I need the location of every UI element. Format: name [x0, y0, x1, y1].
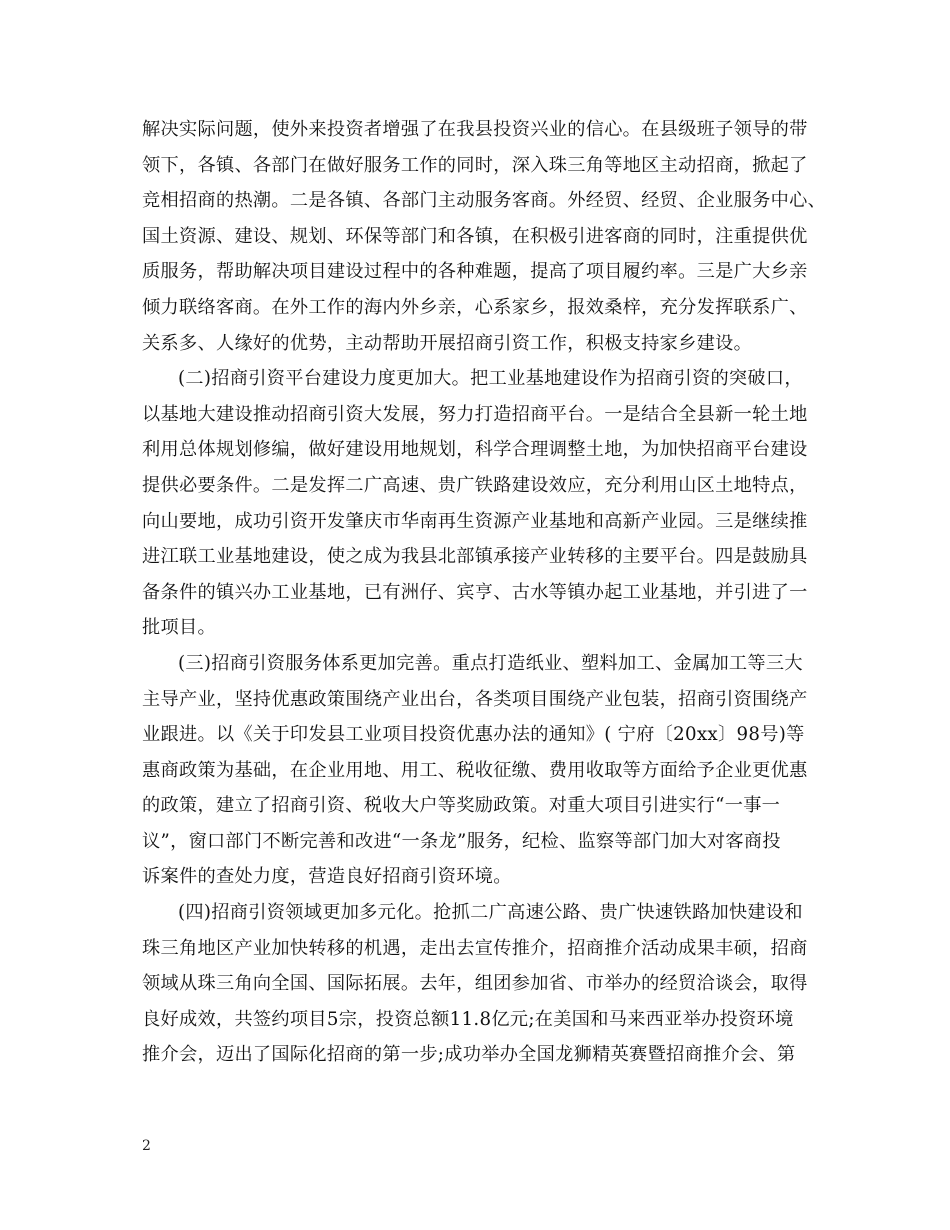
paragraph-platform [142, 361, 814, 646]
text-line: 主导产业，坚持优惠政策围绕产业出台，各类项目围绕产业包装，招商引资围绕产 [142, 688, 808, 710]
text-line: 议”，窗口部门不断完善和改进“一条龙”服务，纪检、监察等部门加大对客商投 [142, 830, 781, 852]
text-line: (四)招商引资领域更加多元化。抢抓二广高速公路、贵广快速铁路加快建设和 [178, 902, 803, 924]
text-line: 质服务，帮助解决项目建设过程中的各种难题，提高了项目履约率。三是广大乡亲 [142, 261, 808, 283]
text-line: 解决实际问题，使外来投资者增强了在我县投资兴业的信心。在县级班子领导的带 [142, 119, 808, 140]
text-line: 提供必要条件。二是发挥二广高速、贵广铁路建设效应，充分利用山区土地特点， [142, 474, 808, 496]
text-line: 向山要地，成功引资开发肇庆市华南再生资源产业基地和高新产业园。三是继续推 [142, 510, 808, 532]
text-line: 的政策，建立了招商引资、税收大户等奖励政策。对重大项目引进实行“一事一 [142, 795, 781, 817]
text-line: 诉案件的查处力度，营造良好招商引资环境。 [142, 866, 512, 888]
paragraph-service-system [142, 646, 814, 895]
text-line: 领域从珠三角向全国、国际拓展。去年，组团参加省、市举办的经贸洽谈会，取得 [142, 973, 808, 995]
text-line: 倾力联络客商。在外工作的海内外乡亲，心系家乡，报效桑梓，充分发挥联系广、 [142, 296, 808, 318]
text-line: 领下，各镇、各部门在做好服务工作的同时，深入珠三角等地区主动招商，掀起了 [142, 154, 808, 176]
paragraph-diversification [142, 895, 814, 1073]
document-page [142, 112, 827, 1073]
text-line: 关系多、人缘好的优势，主动帮助开展招商引资工作，积极支持家乡建设。 [142, 332, 753, 354]
text-line: 业跟进。以《关于印发县工业项目投资优惠办法的通知》( 宁府〔20xx〕98号)等 [142, 724, 805, 746]
text-line: 推介会，迈出了国际化招商的第一步;成功举办全国龙狮精英赛暨招商推介会、第 [142, 1044, 796, 1066]
text-line: 良好成效，共签约项目5宗，投资总额11.8亿元;在美国和马来西亚举办投资环境 [142, 1008, 794, 1030]
text-line: 备条件的镇兴办工业基地，已有洲仔、宾亨、古水等镇办起工业基地，并引进了一 [142, 581, 808, 603]
text-line: 惠商政策为基础，在企业用地、用工、税收征缴、费用收取等方面给予企业更优惠 [142, 759, 808, 781]
text-line: 珠三角地区产业加快转移的机遇，走出去宣传推介，招商推介活动成果丰硕，招商 [142, 937, 808, 959]
text-line: 进江联工业基地建设，使之成为我县北部镇承接产业转移的主要平台。四是鼓励具 [142, 546, 808, 568]
text-line: 国土资源、建设、规划、环保等部门和各镇，在积极引进客商的同时，注重提供优 [142, 225, 808, 247]
text-line: (二)招商引资平台建设力度更加大。把工业基地建设作为招商引资的突破口， [178, 368, 803, 390]
paragraph-continuation [142, 112, 827, 361]
text-line: 批项目。 [142, 617, 216, 639]
page-number: 2 [142, 1138, 151, 1154]
text-line: 以基地大建设推动招商引资大发展，努力打造招商平台。一是结合全县新一轮土地 [142, 403, 808, 425]
text-line: 竞相招商的热潮。二是各镇、各部门主动服务客商。外经贸、经贸、企业服务中心、 [142, 190, 827, 212]
text-line: 利用总体规划修编，做好建设用地规划，科学合理调整土地，为加快招商平台建设 [142, 439, 808, 461]
text-line: (三)招商引资服务体系更加完善。重点打造纸业、塑料加工、金属加工等三大 [178, 652, 803, 674]
